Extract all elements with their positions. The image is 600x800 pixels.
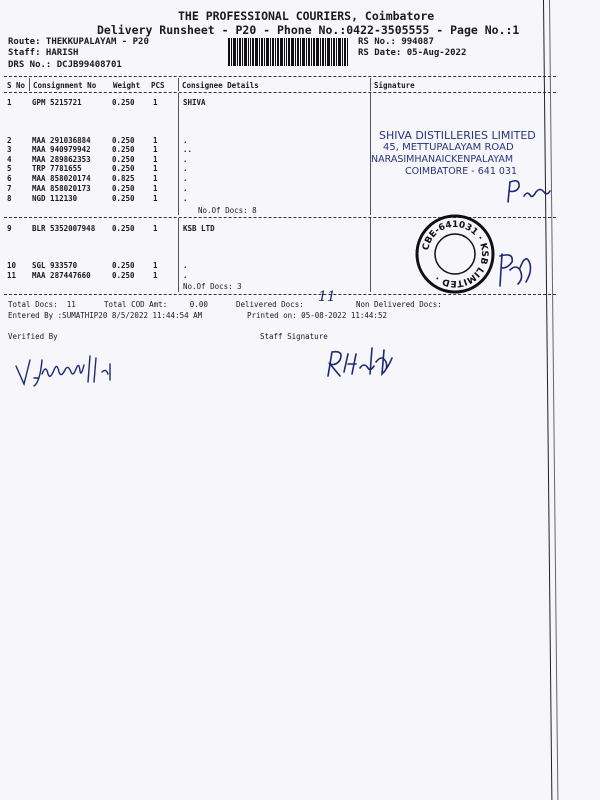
consignee-signature-2 bbox=[492, 248, 538, 290]
stamp-line: COIMBATORE - 641 031 bbox=[405, 166, 518, 177]
company-seal bbox=[413, 212, 497, 296]
row-consignment: MAA 858020174 bbox=[32, 174, 91, 183]
header-rule-bottom bbox=[4, 92, 556, 93]
row-sno: 8 bbox=[7, 194, 12, 203]
row-pcs: 1 bbox=[153, 261, 158, 270]
row-weight: 0.825 bbox=[112, 174, 135, 183]
verified-by-label: Verified By bbox=[8, 332, 58, 341]
rs-date: RS Date: 05-Aug-2022 bbox=[358, 48, 467, 58]
row-consignment: SGL 933570 bbox=[32, 261, 78, 270]
row-consignee: SHIVA bbox=[183, 98, 206, 107]
row-consignee: . bbox=[183, 261, 188, 270]
group2-doc-count: No.Of Docs: 3 bbox=[183, 282, 242, 291]
row-consignee: . bbox=[183, 184, 188, 193]
row-consignment: MAA 287447660 bbox=[32, 271, 91, 280]
header-rule-top bbox=[4, 76, 556, 77]
row-consignee: . bbox=[183, 155, 188, 164]
stamp-line: 45, METTUPALAYAM ROAD bbox=[383, 142, 514, 153]
row-consignment: MAA 291036884 bbox=[32, 136, 91, 145]
row-weight: 0.250 bbox=[112, 194, 135, 203]
row-consignee: . bbox=[183, 136, 188, 145]
row-sno: 5 bbox=[7, 164, 12, 173]
drs-number: DRS No.: DCJB99408701 bbox=[8, 60, 122, 70]
row-consignee: .. bbox=[183, 145, 193, 154]
col-divider bbox=[370, 218, 371, 292]
row-sno: 3 bbox=[7, 145, 12, 154]
verifier-signature bbox=[12, 352, 118, 392]
row-weight: 0.250 bbox=[112, 271, 135, 280]
rs-number: RS No.: 994087 bbox=[358, 37, 434, 47]
col-divider bbox=[29, 78, 30, 91]
row-weight: 0.250 bbox=[112, 136, 135, 145]
row-pcs: 1 bbox=[153, 184, 158, 193]
row-consignment: GPM 5215721 bbox=[32, 98, 82, 107]
col-divider bbox=[178, 93, 179, 215]
total-docs: Total Docs: 11 bbox=[8, 300, 76, 309]
row-consignee: . bbox=[183, 194, 188, 203]
seal-text: CBE-641031 · KSB LIMITED · bbox=[421, 219, 490, 289]
row-consignment: BLR 5352007948 bbox=[32, 224, 96, 233]
row-consignee: . bbox=[183, 271, 188, 280]
row-consignee: KSB LTD bbox=[183, 224, 215, 233]
row-consignee: . bbox=[183, 174, 188, 183]
row-pcs: 1 bbox=[153, 174, 158, 183]
col-consignment: Consignment No bbox=[33, 81, 97, 90]
stamp-line: NARASIMHANAICKENPALAYAM bbox=[371, 154, 514, 165]
row-consignment: MAA 858020173 bbox=[32, 184, 91, 193]
row-sno: 1 bbox=[7, 98, 12, 107]
row-pcs: 1 bbox=[153, 145, 158, 154]
row-pcs: 1 bbox=[153, 155, 158, 164]
stamp-line: SHIVA DISTILLERIES LIMITED bbox=[379, 129, 536, 142]
col-divider bbox=[178, 78, 179, 91]
row-consignment: MAA 289862353 bbox=[32, 155, 91, 164]
row-weight: 0.250 bbox=[112, 184, 135, 193]
col-sno: S No bbox=[7, 81, 26, 90]
row-consignment: TRP 7781655 bbox=[32, 164, 82, 173]
col-pcs: PCS bbox=[151, 81, 165, 90]
row-weight: 0.250 bbox=[112, 145, 135, 154]
staff-signature bbox=[322, 344, 406, 380]
row-pcs: 1 bbox=[153, 98, 158, 107]
total-cod: Total COD Amt: 0.00 bbox=[104, 300, 208, 309]
row-consignment: NGD 112130 bbox=[32, 194, 78, 203]
col-consignee: Consignee Details bbox=[182, 81, 259, 90]
row-consignment: MAA 940979942 bbox=[32, 145, 91, 154]
route: Route: THEKKUPALAYAM - P20 bbox=[8, 37, 149, 47]
row-pcs: 1 bbox=[153, 224, 158, 233]
row-sno: 4 bbox=[7, 155, 12, 164]
row-sno: 9 bbox=[7, 224, 12, 233]
printed-on: Printed on: 05-08-2022 11:44:52 bbox=[247, 311, 387, 320]
row-pcs: 1 bbox=[153, 271, 158, 280]
row-sno: 2 bbox=[7, 136, 12, 145]
row-sno: 7 bbox=[7, 184, 12, 193]
barcode bbox=[228, 38, 348, 66]
row-consignee: . bbox=[183, 164, 188, 173]
row-weight: 0.250 bbox=[112, 164, 135, 173]
staff-signature-label: Staff Signature bbox=[260, 332, 328, 341]
row-weight: 0.250 bbox=[112, 261, 135, 270]
non-delivered-docs: Non Delivered Docs: bbox=[356, 300, 442, 309]
group1-doc-count: No.Of Docs: 8 bbox=[198, 206, 257, 215]
row-pcs: 1 bbox=[153, 194, 158, 203]
row-weight: 0.250 bbox=[112, 98, 135, 107]
row-weight: 0.250 bbox=[112, 224, 135, 233]
delivered-docs: Delivered Docs: bbox=[236, 300, 304, 309]
row-pcs: 1 bbox=[153, 164, 158, 173]
row-sno: 10 bbox=[7, 261, 17, 270]
row-sno: 6 bbox=[7, 174, 12, 183]
col-weight: Weight bbox=[113, 81, 141, 90]
col-divider bbox=[370, 78, 371, 91]
row-sno: 11 bbox=[7, 271, 17, 280]
staff: Staff: HARISH bbox=[8, 48, 79, 58]
entered-by: Entered By :SUMATHIP20 8/5/2022 11:44:54 AM bbox=[8, 311, 203, 320]
delivered-count-handwritten: 11 bbox=[318, 289, 336, 305]
col-divider bbox=[178, 218, 179, 292]
company-title: THE PROFESSIONAL COURIERS, Coimbatore bbox=[178, 9, 435, 23]
row-weight: 0.250 bbox=[112, 155, 135, 164]
col-signature: Signature bbox=[374, 81, 415, 90]
runsheet-title: Delivery Runsheet - P20 - Phone No.:0422-3505555 - Page No.:1 bbox=[97, 23, 520, 37]
row-pcs: 1 bbox=[153, 136, 158, 145]
